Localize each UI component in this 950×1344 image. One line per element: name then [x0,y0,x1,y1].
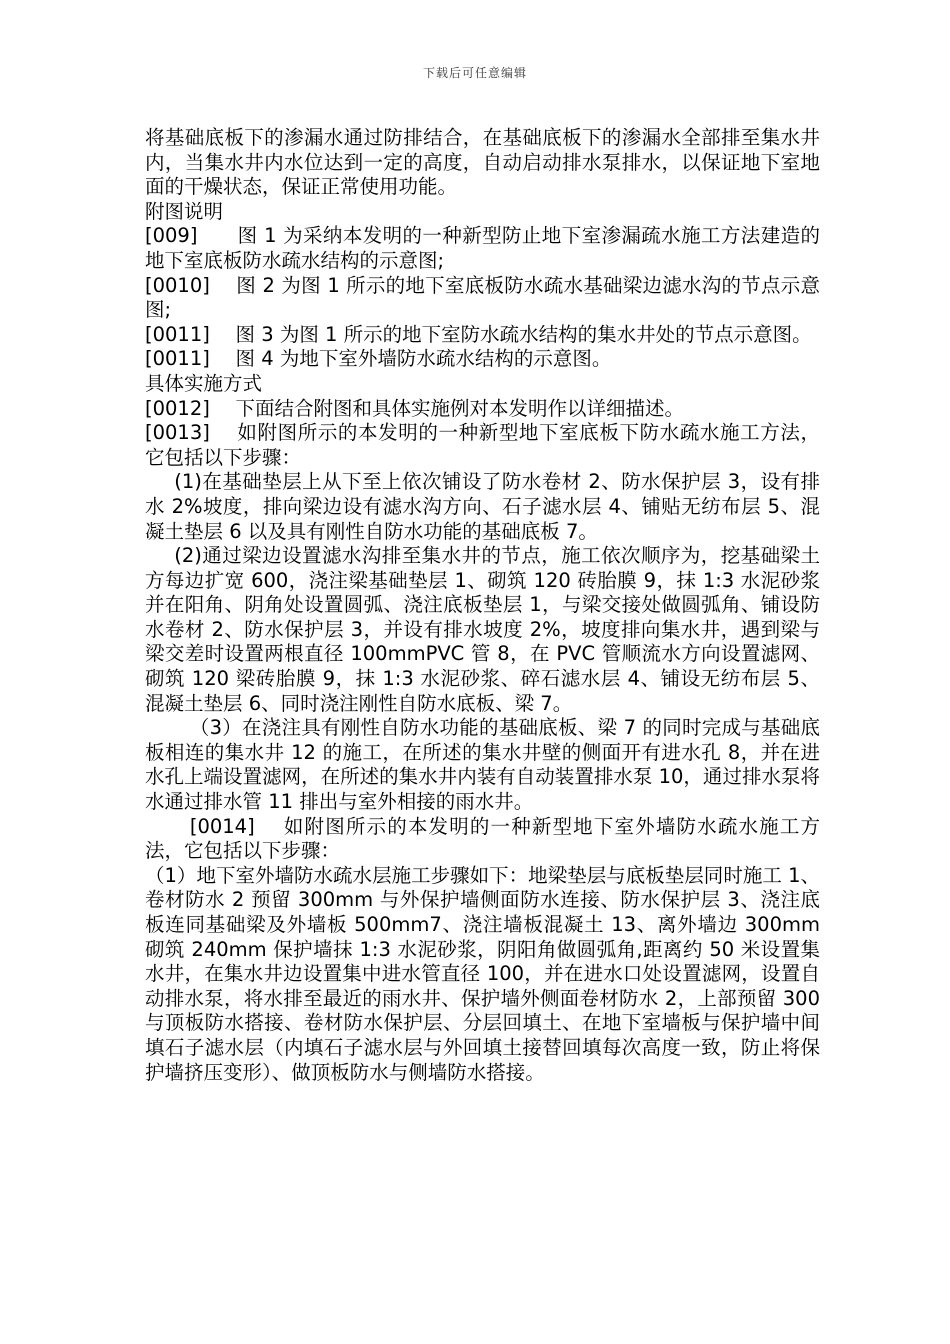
paragraph-0014: [0014] 如附图所示的本发明的一种新型地下室外墙防水疏水施工方法，它包括以下步骤： [145,814,820,863]
paragraph-step-3: （3）在浇注具有刚性自防水功能的基础底板、梁 7 的同时完成与基础底板相连的集水井 12 的施工，在所述的集水井壁的侧面开有进水孔 8，并在进水孔上端设置滤网，在所述的集水井内装有自动装置排水泵 10，通过排水泵将水通过排水管 11 排出与室外相接的雨水井。 [145,716,820,814]
page-header: 下载后可任意编辑 [422,66,527,80]
paragraph-step-1: (1)在基础垫层上从下至上依次铺设了防水卷材 2、防水保护层 3，设有排水 2%坡度，排向梁边设有滤水沟方向、石子滤水层 4、铺贴无纺布层 5、混凝土垫层 6 以及具有刚性自防水功能的基础底板 7。 [145,470,820,543]
paragraph-step-2: (2)通过梁边设置滤水沟排至集水井的节点，施工依次顺序为，挖基础梁土方每边扩宽 600，浇注梁基础垫层 1、砌筑 120 砖胎膜 9，抹 1:3 水泥砂浆并在阳角、阴角处设置圆弧、浇注底板垫层 1，与梁交接处做圆弧角、铺设防水卷材 2、防水保护层 3，并设有排水坡度 2%，坡度排向集水井，遇到梁与梁交差时设置两根直径 100mmPVC 管 8，在 PVC 管顺流水方向设置滤网、砌筑 120 梁砖胎膜 9，抹 1:3 水泥砂浆、碎石滤水层 4、铺设无纺布层 5、混凝土垫层 6、同时浇注刚性自防水底板、梁 7。 [145,544,820,715]
document-body [145,126,820,1085]
section-heading-embodiment: 具体实施方式 [145,371,263,395]
paragraph-0013: [0013] 如附图所示的本发明的一种新型地下室底板下防水疏水施工方法，它包括以下步骤： [145,421,820,469]
section-heading-figures: 附图说明 [145,199,224,223]
paragraph-0010: [0010] 图 2 为图 1 所示的地下室底板防水疏水基础梁边滤水沟的节点示意图; [145,273,820,322]
paragraph-intro: 将基础底板下的渗漏水通过防排结合，在基础底板下的渗漏水全部排至集水井内，当集水井内水位达到一定的高度，自动启动排水泵排水，以保证地下室地面的干燥状态，保证正常使用功能。 [145,126,820,199]
paragraph-009: [009] 图 1 为采纳本发明的一种新型防止地下室渗漏疏水施工方法建造的地下室底板防水疏水结构的示意图; [145,224,820,272]
paragraph-0011-fig3: [0011] 图 3 为图 1 所示的地下室防水疏水结构的集水井处的节点示意图。 [145,322,812,346]
paragraph-wall-step-1: （1）地下室外墙防水疏水层施工步骤如下：地梁垫层与底板垫层同时施工 1、卷材防水 2 预留 300mm 与外保护墙侧面防水连接、防水保护层 3、浇注底板连同基础梁及外墙板 500mm7、浇注墙板混凝土 13、离外墙边 300mm 砌筑 240mm 保护墙抹 1:3 水泥砂浆，阴阳角做圆弧角,距离约 50 米设置集水井，在集水井边设置集中进水管直径 100，并在进水口处设置滤网，设置自动排水泵，将水排至最近的雨水井、保护墙外侧面卷材防水 2，上部预留 300 与顶板防水搭接、卷材防水保护层、分层回填土、在地下室墙板与保护墙中间填石子滤水层（内填石子滤水层与外回填土接替回填每次高度一致，防止将保护墙挤压变形）、做顶板防水与侧墙防水搭接。 [145,863,820,1084]
paragraph-0012: [0012] 下面结合附图和具体实施例对本发明作以详细描述。 [145,396,685,420]
paragraph-0011-fig4: [0011] 图 4 为地下室外墙防水疏水结构的示意图。 [145,347,612,371]
